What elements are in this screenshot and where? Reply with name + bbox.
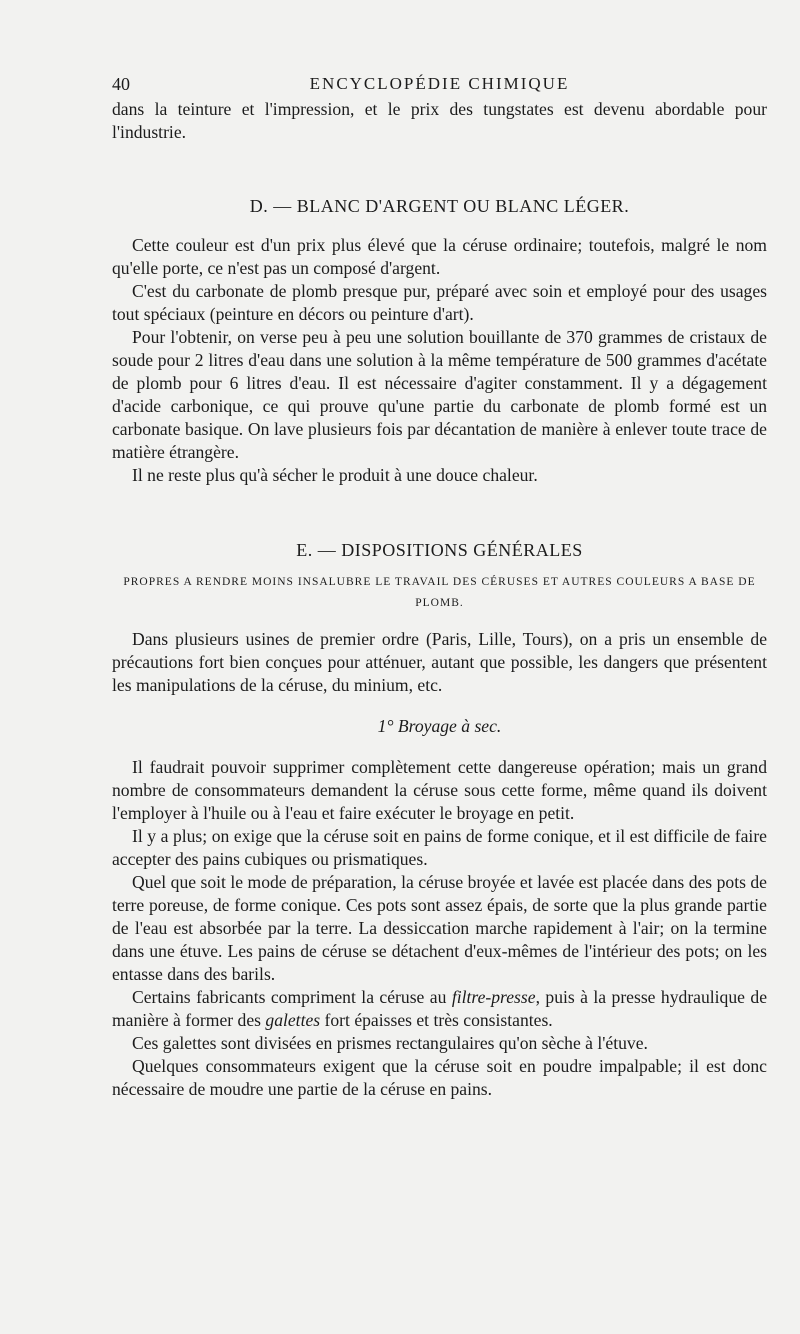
paragraph-e5-part-b: , puis à la presse hydraulique de manière à former des bbox=[112, 987, 767, 1030]
paragraph-e5 bbox=[112, 986, 767, 1032]
subheading-broyage: 1° Broyage à sec. bbox=[377, 716, 502, 736]
paragraph-d2: C'est du carbonate de plomb presque pur, préparé avec soin et employé pour des usages tout spéciaux (peinture en décors ou peinture d'art). bbox=[112, 281, 767, 324]
paragraph-e7: Quelques consommateurs exigent que la céruse soit en poudre impalpable; il est donc nécessaire de moudre une partie de la céruse en pains. bbox=[112, 1056, 767, 1099]
paragraph-e5-part-a: Certains fabricants compriment la céruse au bbox=[132, 987, 452, 1007]
running-head bbox=[112, 74, 767, 98]
paragraph-e2: Il faudrait pouvoir supprimer complètement cette dangereuse opération; mais un grand nombre de consommateurs demandent la céruse sous cette forme, même quand ils doivent l'employer à l'huile ou à l'eau et faire exécuter le broyage en petit. bbox=[112, 757, 767, 823]
page-number: 40 bbox=[112, 74, 130, 94]
header-title: ENCYCLOPÉDIE CHIMIQUE bbox=[309, 74, 570, 93]
section-d-title: D. — BLANC D'ARGENT OU BLANC LÉGER. bbox=[249, 196, 630, 216]
paragraph-e5-emphasis-2: galettes bbox=[265, 1010, 321, 1030]
body-text bbox=[112, 98, 767, 1101]
paragraph-e3: Il y a plus; on exige que la céruse soit en pains de forme conique, et il est difficile de faire accepter des pains cubiques ou prismatiques. bbox=[112, 826, 767, 869]
paragraph-e5-emphasis-1: filtre-presse bbox=[451, 987, 536, 1007]
section-e-title: E. — DISPOSITIONS GÉNÉRALES bbox=[296, 540, 583, 560]
paragraph-intro: dans la teinture et l'impression, et le prix des tungstates est devenu abordable pour l'industrie. bbox=[112, 99, 767, 142]
paragraph-e1: Dans plusieurs usines de premier ordre (Paris, Lille, Tours), on a pris un ensemble de précautions fort bien conçues pour atténuer, autant que possible, les dangers que présentent les manipulations de la céruse, du minium, etc. bbox=[112, 629, 767, 695]
paragraph-e5-part-c: fort épaisses et très consistantes. bbox=[320, 1010, 553, 1030]
paragraph-d1: Cette couleur est d'un prix plus élevé que la céruse ordinaire; toutefois, malgré le nom qu'elle porte, ce n'est pas un composé d'argent. bbox=[112, 235, 767, 278]
section-e-subtitle: PROPRES A RENDRE MOINS INSALUBRE LE TRAVAIL DES CÉRUSES ET AUTRES COULEURS A BASE DE PLOMB. bbox=[123, 576, 756, 609]
paragraph-d3: Pour l'obtenir, on verse peu à peu une solution bouillante de 370 grammes de cristaux de soude pour 2 litres d'eau dans une solution à la même température de 500 grammes d'acétate de plomb pour 6 litres d'eau. Il est nécessaire d'agiter constamment. Il y a dégagement d'acide carbonique, ce qui prouve qu'une partie du carbonate de plomb formé est un carbonate basique. On lave plusieurs fois par décantation de manière à enlever toute trace de matière étrangère. bbox=[112, 327, 767, 462]
paragraph-d4: Il ne reste plus qu'à sécher le produit à une douce chaleur. bbox=[132, 465, 538, 485]
paragraph-e6: Ces galettes sont divisées en prismes rectangulaires qu'on sèche à l'étuve. bbox=[132, 1033, 648, 1053]
paragraph-e4: Quel que soit le mode de préparation, la céruse broyée et lavée est placée dans des pots de terre poreuse, de forme conique. Ces pots sont assez épais, de sorte que la plus grande partie de l'eau est absorbée par la terre. La dessiccation marche rapidement à l'air; on la termine dans une étuve. Les pains de céruse se détachent d'eux-mêmes de l'intérieur des pots; on les entasse dans des barils. bbox=[112, 872, 767, 984]
